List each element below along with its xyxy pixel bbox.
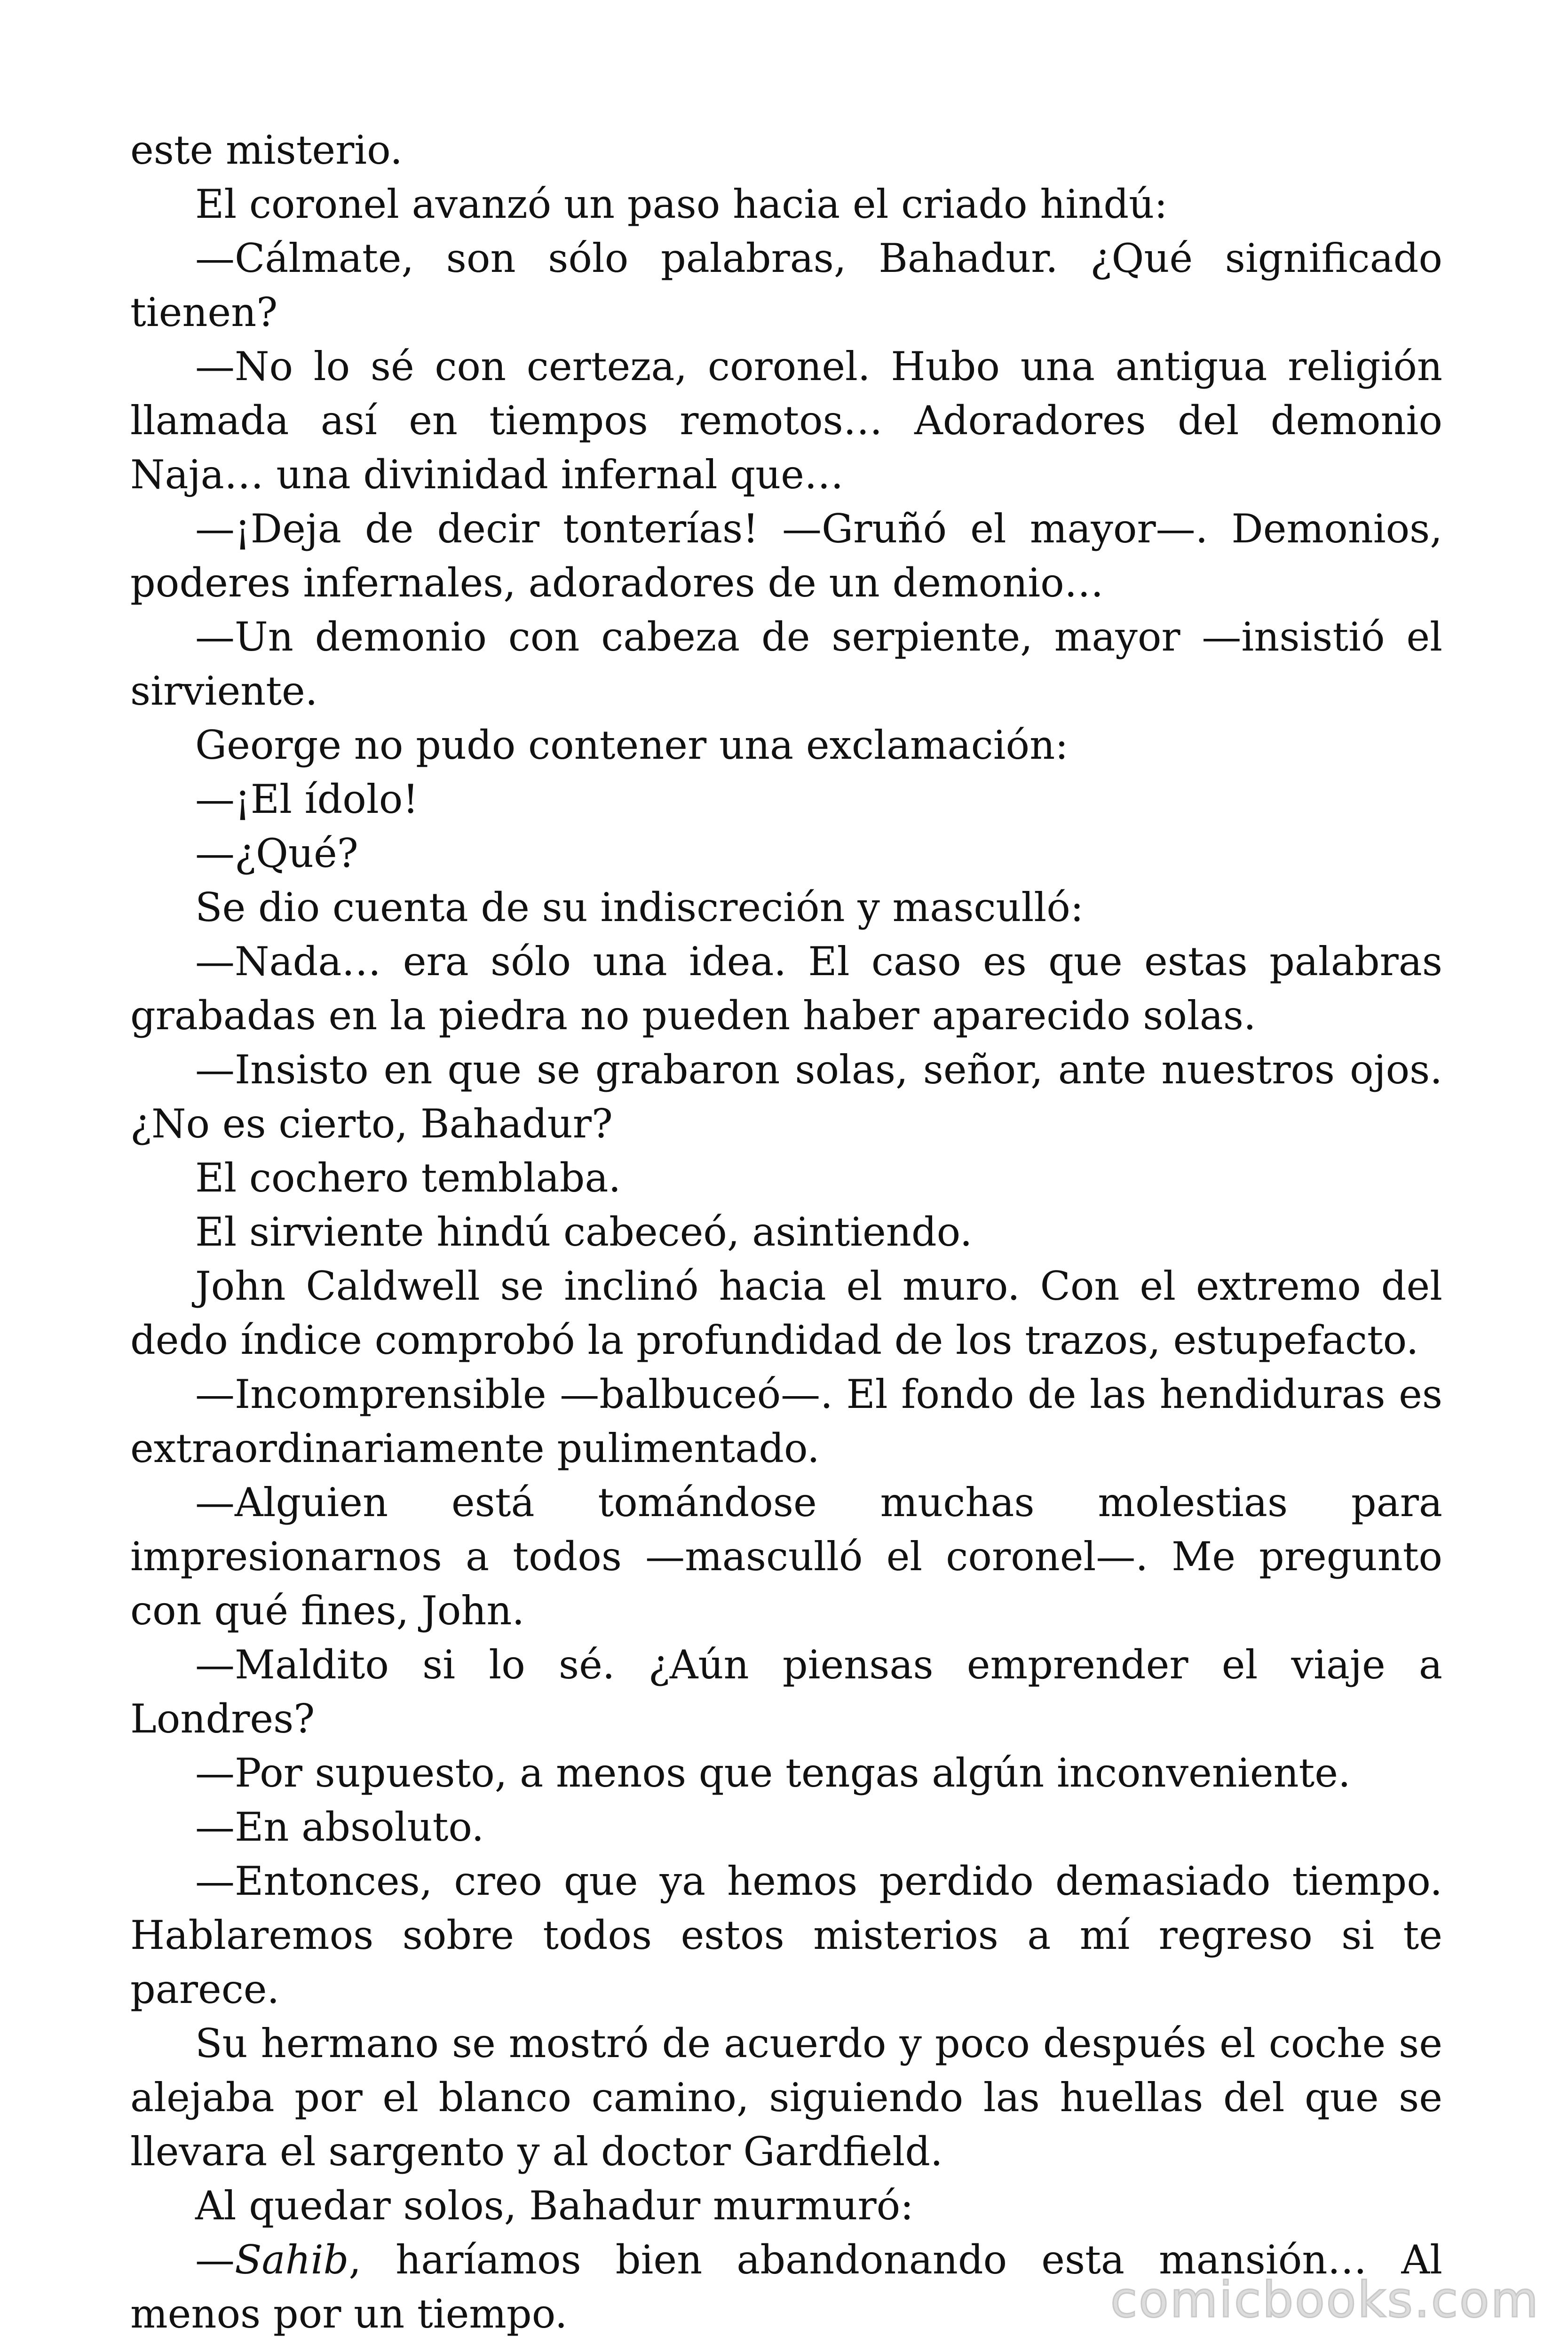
paragraph: Se dio cuenta de su indiscreción y masculló: bbox=[195, 884, 1084, 930]
paragraph: —Maldito si lo sé. ¿Aún piensas emprender el viaje a Londres? bbox=[130, 1642, 1442, 1742]
paragraph: —¡El ídolo! bbox=[195, 776, 419, 822]
paragraph: —Insisto en que se grabaron solas, señor, ante nuestros ojos. ¿No es cierto, Bahadur? bbox=[130, 1047, 1442, 1147]
dash: — bbox=[195, 2237, 235, 2283]
watermark-text: comicbooks.com bbox=[1110, 2271, 1540, 2328]
paragraph: —Nada… era sólo una idea. El caso es que estas palabras grabadas en la piedra no pueden haber aparecido solas. bbox=[130, 938, 1442, 1039]
paragraph: —Entonces, creo que ya hemos perdido demasiado tiempo. Hablaremos sobre todos estos misterios a mí regreso si te parece. bbox=[130, 1858, 1442, 2012]
page-text-body bbox=[130, 123, 1442, 2341]
paragraph: —Un demonio con cabeza de serpiente, mayor —insistió el sirviente. bbox=[130, 614, 1442, 714]
paragraph: —Por supuesto, a menos que tengas algún inconveniente. bbox=[195, 1750, 1351, 1796]
italic-word: Sahib bbox=[235, 2237, 349, 2283]
paragraph: —Incomprensible —balbuceó—. El fondo de las hendiduras es extraordinariamente pulimentado. bbox=[130, 1371, 1442, 1471]
paragraph: George no pudo contener una exclamación: bbox=[195, 722, 1069, 768]
paragraph: Su hermano se mostró de acuerdo y poco después el coche se alejaba por el blanco camino, siguiendo las huellas del que se llevara el sargento y al doctor Gardfield. bbox=[130, 2020, 1442, 2175]
paragraph-rest: , haríamos bien abandonando esta mansión… Al menos por un tiempo. bbox=[130, 2237, 1442, 2337]
paragraph: —No lo sé con certeza, coronel. Hubo una antigua religión llamada así en tiempos remotos… Adoradores del demonio Naja… una divinidad infernal que… bbox=[130, 343, 1442, 498]
paragraph: este misterio. bbox=[130, 127, 403, 173]
paragraph: —Cálmate, son sólo palabras, Bahadur. ¿Qué significado tienen? bbox=[130, 235, 1442, 335]
paragraph: —¿Qué? bbox=[195, 830, 358, 876]
paragraph: —Alguien está tomándose muchas molestias para impresionarnos a todos —masculló el coronel—. Me pregunto con qué fines, John. bbox=[130, 1479, 1442, 1634]
paragraph: —¡Deja de decir tonterías! —Gruñó el mayor—. Demonios, poderes infernales, adoradores de un demonio… bbox=[130, 506, 1442, 606]
paragraph: —En absoluto. bbox=[195, 1804, 484, 1850]
paragraph: John Caldwell se inclinó hacia el muro. Con el extremo del dedo índice comprobó la profundidad de los trazos, estupefacto. bbox=[130, 1263, 1442, 1363]
paragraph: El sirviente hindú cabeceó, asintiendo. bbox=[195, 1209, 973, 1255]
paragraph: Al quedar solos, Bahadur murmuró: bbox=[195, 2183, 914, 2229]
paragraph: El coronel avanzó un paso hacia el criado hindú: bbox=[195, 181, 1168, 227]
paragraph: El cochero temblaba. bbox=[195, 1155, 621, 1201]
